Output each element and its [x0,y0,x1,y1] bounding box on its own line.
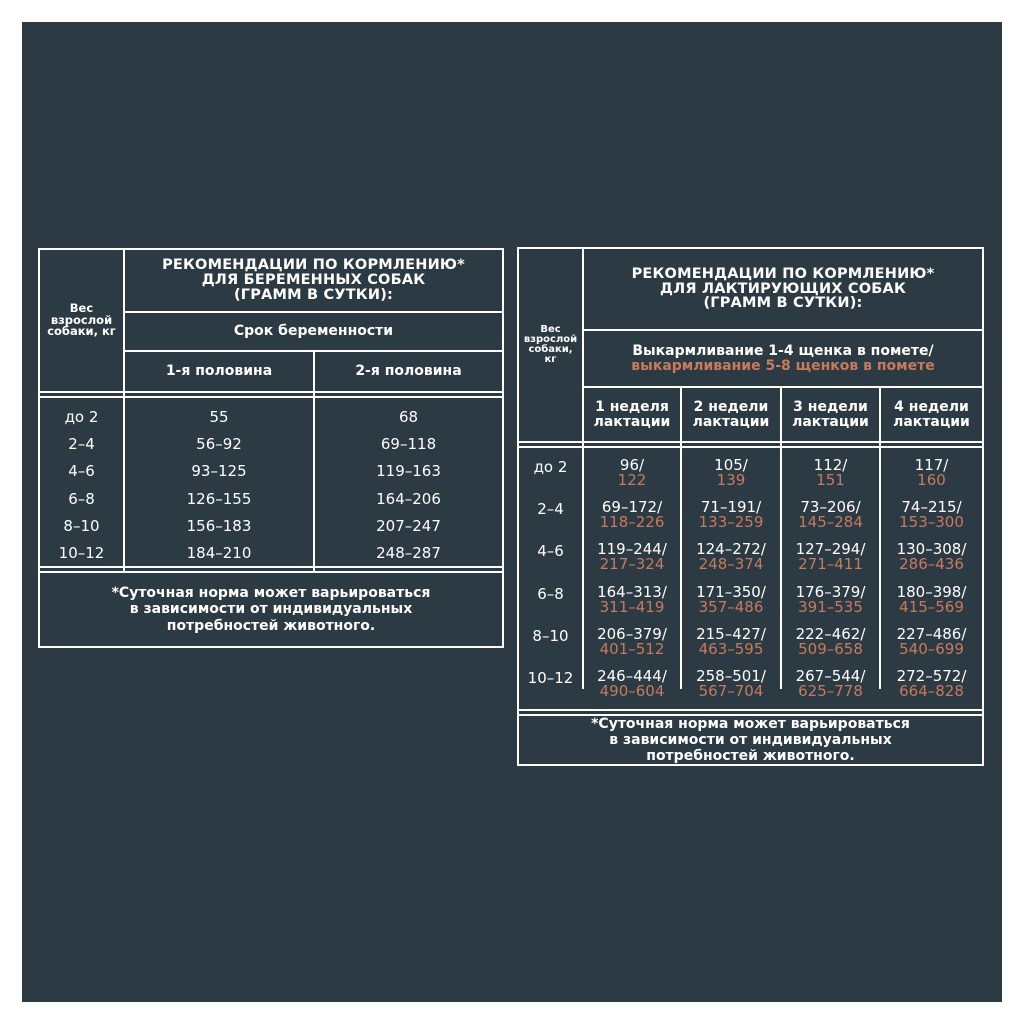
second-half-cell: 69–118 [380,435,437,454]
large-litter-value: 401–512 [599,639,665,658]
large-litter-value: 133–259 [698,513,764,532]
weight-cell: 4–6 [68,462,95,481]
lactating-feeding-table [517,247,984,766]
lactation-week-header [682,388,780,441]
pregnant-footnote: *Суточная норма может варьироваться в зависимости от индивидуальных потребностей животного. [111,585,431,634]
week-label: лактации [893,413,970,430]
large-litter-value: 664–828 [899,682,964,700]
second-half-cell: 119–163 [376,462,441,481]
small-litter-value: 267–544/ [795,667,866,685]
small-litter-value: 227–486/ [896,624,967,643]
weight-cell: 6–8 [537,584,564,603]
week-label: лактации [593,413,671,430]
large-litter-value: 463–595 [698,639,764,658]
title-line: ДЛЯ ЛАКТИРУЮЩИХ СОБАК [659,280,907,297]
weight-cell: 10–12 [58,544,105,562]
pregnancy-period-header: Срок беременности [233,323,394,340]
first-half-cell: 184–210 [186,544,252,562]
title-line: РЕКОМЕНДАЦИИ ПО КОРМЛЕНИЮ* [631,265,935,282]
large-litter-value: 271–411 [798,555,863,574]
large-litter-value: 160 [917,471,946,489]
lactation-week-header [881,388,982,441]
large-litter-value: 153–300 [899,513,964,532]
large-litter-value: 415–569 [899,597,964,616]
pregnant-table-title [125,250,502,311]
large-litter-value: 311–419 [599,597,665,616]
small-litter-value: 124–272/ [696,540,766,559]
small-litter-value: 96/ [619,456,645,474]
week-label: 1 неделя [595,399,669,416]
large-litter-value: 118–226 [599,513,665,532]
small-litter-value: 119–244/ [597,540,667,559]
weight-cell: до 2 [533,458,568,476]
weight-cell: 8–10 [63,516,100,535]
small-litter-value: 74–215/ [901,498,962,517]
week-label: 4 недели [894,399,969,416]
weight-cell: 6–8 [68,489,95,508]
lactation-week-header [584,388,680,441]
lactating-table-title [584,249,982,329]
large-litter-value: 151 [816,471,845,489]
week-label: 3 недели [793,399,868,416]
small-litter-value: 164–313/ [597,582,667,601]
small-litter-value: 127–294/ [795,540,866,559]
second-half-header: 2-я половина [355,363,462,380]
small-litter-value: 258–501/ [696,667,766,685]
second-half-cell: 207–247 [376,516,441,535]
small-litter-value: 222–462/ [795,624,866,643]
week-label: 2 недели [693,399,769,416]
first-half-cell: 56–92 [196,435,242,454]
first-half-header: 1-я половина [165,363,273,380]
weight-header: Вес взрослой собаки, кг [523,323,578,366]
weight-cell: 8–10 [532,626,569,645]
week-label: лактации [792,413,869,430]
small-litter-value: 272–572/ [896,667,967,685]
large-litter-value: 357–486 [698,597,764,616]
small-litter-value: 117/ [914,456,949,474]
first-half-cell: 55 [209,408,229,426]
litter-size-header: Выкармливание 1-4 щенка в помете/ выкармливание 5-8 щенков в помете [631,343,935,374]
small-litter-value: 71–191/ [700,498,762,517]
small-litter-value: 73–206/ [800,498,861,517]
small-litter-value: 105/ [714,456,748,474]
first-half-cell: 156–183 [186,516,252,535]
title-line: (ГРАММ В СУТКИ): [233,286,394,303]
weight-cell: до 2 [64,408,99,426]
title-line: (ГРАММ В СУТКИ): [703,295,863,312]
background-panel [22,22,1002,1002]
large-litter-value: 139 [716,471,746,489]
large-litter-value: 391–535 [798,597,863,616]
large-litter-value: 625–778 [798,682,863,700]
lactation-week-header [782,388,879,441]
title-line: ДЛЯ БЕРЕМЕННЫХ СОБАК [201,272,426,289]
large-litter-value: 145–284 [798,513,863,532]
week-label: лактации [692,413,770,430]
weight-header: Вес взрослой собаки, кг [47,300,116,339]
small-litter-value: 112/ [813,456,848,474]
second-half-cell: 68 [398,408,419,426]
second-half-cell: 248–287 [376,544,441,562]
pregnant-feeding-table [38,248,504,648]
large-litter-value: 567–704 [698,682,764,700]
title-line: РЕКОМЕНДАЦИИ ПО КОРМЛЕНИЮ* [162,257,465,274]
large-litter-value: 540–699 [899,639,964,658]
small-litter-value: 246–444/ [597,667,667,685]
small-litter-value: 130–308/ [896,540,967,559]
first-half-cell: 93–125 [191,462,247,481]
large-litter-value: 490–604 [599,682,665,700]
weight-cell: 10–12 [527,669,574,687]
small-litter-value: 171–350/ [696,582,766,601]
small-litter-value: 69–172/ [601,498,663,517]
large-litter-value: 286–436 [899,555,964,574]
lactating-footnote: *Суточная норма может варьироваться в зависимости от индивидуальных потребностей животного. [591,715,910,765]
large-litter-value: 509–658 [798,639,863,658]
first-half-cell: 126–155 [186,489,252,508]
large-litter-value: 122 [617,471,647,489]
small-litter-value: 180–398/ [896,582,967,601]
weight-cell: 2–4 [537,500,564,519]
large-litter-value: 217–324 [599,555,665,574]
weight-cell: 4–6 [537,542,564,561]
small-litter-value: 206–379/ [597,624,667,643]
second-half-cell: 164–206 [376,489,441,508]
small-litter-value: 176–379/ [795,582,866,601]
small-litter-value: 215–427/ [696,624,766,643]
large-litter-value: 248–374 [698,555,764,574]
weight-cell: 2–4 [68,435,95,454]
